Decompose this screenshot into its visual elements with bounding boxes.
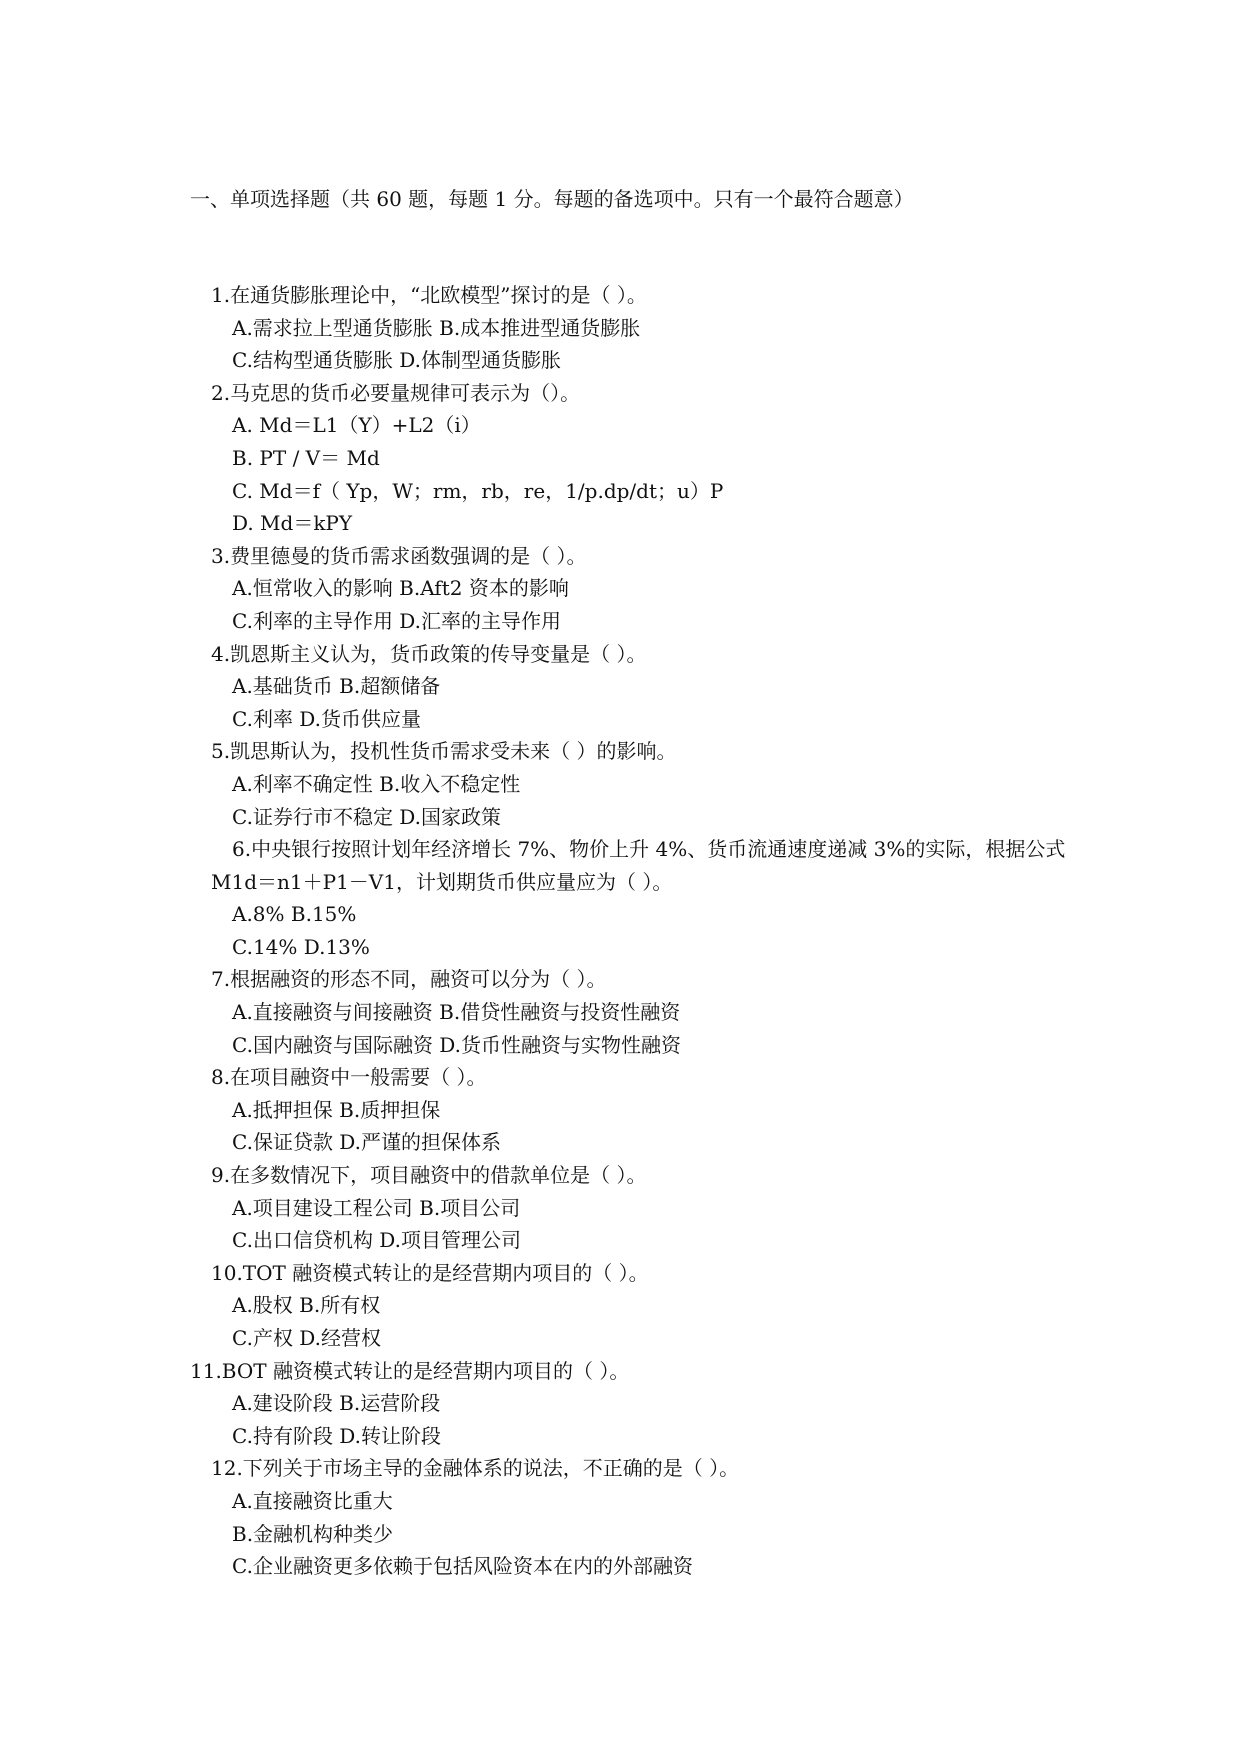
question-10-options-row-2: C.产权 D.经营权 <box>232 1326 381 1350</box>
question-7-options-row-2: C.国内融资与国际融资 D.货币性融资与实物性融资 <box>232 1032 681 1057</box>
question-2-option-b: B. PT / V＝ Md <box>232 445 380 470</box>
question-1-stem: 1.在通货膨胀理论中，“北欧模型”探讨的是（ ）。 <box>211 283 647 307</box>
question-6-stem: 6.中央银行按照计划年经济增长 7%、物价上升 4%、货币流通速度递减 3%的实际，根据公式 M1d＝n1＋P1－V1，计划期货币供应量应为（ ）。 <box>211 837 1066 894</box>
question-9-options-row-2: C.出口信贷机构 D.项目管理公司 <box>232 1228 521 1253</box>
question-5-stem: 5.凯思斯认为，投机性货币需求受未来（ ）的影响。 <box>211 739 677 764</box>
question-2-option-a: A. Md＝L1（Y）+L2（i） <box>232 413 481 438</box>
question-3-stem: 3.费里德曼的货币需求函数强调的是（ ）。 <box>211 543 587 568</box>
question-8-options-row-1: A.抵押担保 B.质押担保 <box>232 1097 441 1122</box>
question-4-stem: 4.凯恩斯主义认为，货币政策的传导变量是（ ）。 <box>211 641 647 666</box>
question-5-options-row-2: C.证券行市不稳定 D.国家政策 <box>232 804 501 829</box>
question-5-options-row-1: A.利率不确定性 B.收入不稳定性 <box>232 771 521 796</box>
question-2-option-d: D. Md＝kPY <box>232 511 353 536</box>
question-12-stem: 12.下列关于市场主导的金融体系的说法，不正确的是（ ）。 <box>211 1456 740 1481</box>
question-1-options-row-2: C.结构型通货膨胀 D.体制型通货膨胀 <box>232 348 561 373</box>
question-9-options-row-1: A.项目建设工程公司 B.项目公司 <box>232 1195 521 1220</box>
question-8-options-row-2: C.保证贷款 D.严谨的担保体系 <box>232 1130 501 1155</box>
question-7-stem: 7.根据融资的形态不同，融资可以分为（ ）。 <box>211 967 607 992</box>
question-11-options-row-2: C.持有阶段 D.转让阶段 <box>232 1423 441 1448</box>
question-10-options-row-1: A.股权 B.所有权 <box>232 1293 381 1318</box>
question-9-stem: 9.在多数情况下，项目融资中的借款单位是（ ）。 <box>211 1163 647 1188</box>
question-2-option-c: C. Md＝f（ Yp，W；rm，rb，re，1/p.dp/dt；u）P <box>232 478 724 503</box>
question-4-options-row-2: C.利率 D.货币供应量 <box>232 706 421 731</box>
question-8-stem: 8.在项目融资中一般需要（ ）。 <box>211 1065 487 1090</box>
question-list <box>190 279 1070 1583</box>
question-10-stem: 10.TOT 融资模式转让的是经营期内项目的（ ）。 <box>211 1260 649 1285</box>
question-3-options-row-1: A.恒常收入的影响 B.Aft2 资本的影响 <box>232 576 569 601</box>
question-6-options-row-1: A.8% B.15% <box>232 902 357 927</box>
question-1-options-row-1: A.需求拉上型通货膨胀 B.成本推进型通货膨胀 <box>232 315 641 340</box>
question-7-options-row-1: A.直接融资与间接融资 B.借贷性融资与投资性融资 <box>232 1000 681 1025</box>
question-3-options-row-2: C.利率的主导作用 D.汇率的主导作用 <box>232 608 561 633</box>
question-2-stem: 2.马克思的货币必要量规律可表示为（）。 <box>211 380 581 405</box>
question-6-options-row-2: C.14% D.13% <box>232 934 370 959</box>
question-4-options-row-1: A.基础货币 B.超额储备 <box>232 674 441 699</box>
question-12-option-a: A.直接融资比重大 <box>232 1488 393 1513</box>
question-12-option-b: B.金融机构种类少 <box>232 1521 394 1546</box>
question-11-stem: 11.BOT 融资模式转让的是经营期内项目的（ ）。 <box>190 1358 630 1383</box>
question-11-options-row-1: A.建设阶段 B.运营阶段 <box>232 1391 441 1416</box>
question-12-option-c: C.企业融资更多依赖于包括风险资本在内的外部融资 <box>232 1554 693 1579</box>
section-heading: 一、单项选择题（共 60 题，每题 1 分。每题的备选项中。只有一个最符合题意） <box>190 187 914 211</box>
